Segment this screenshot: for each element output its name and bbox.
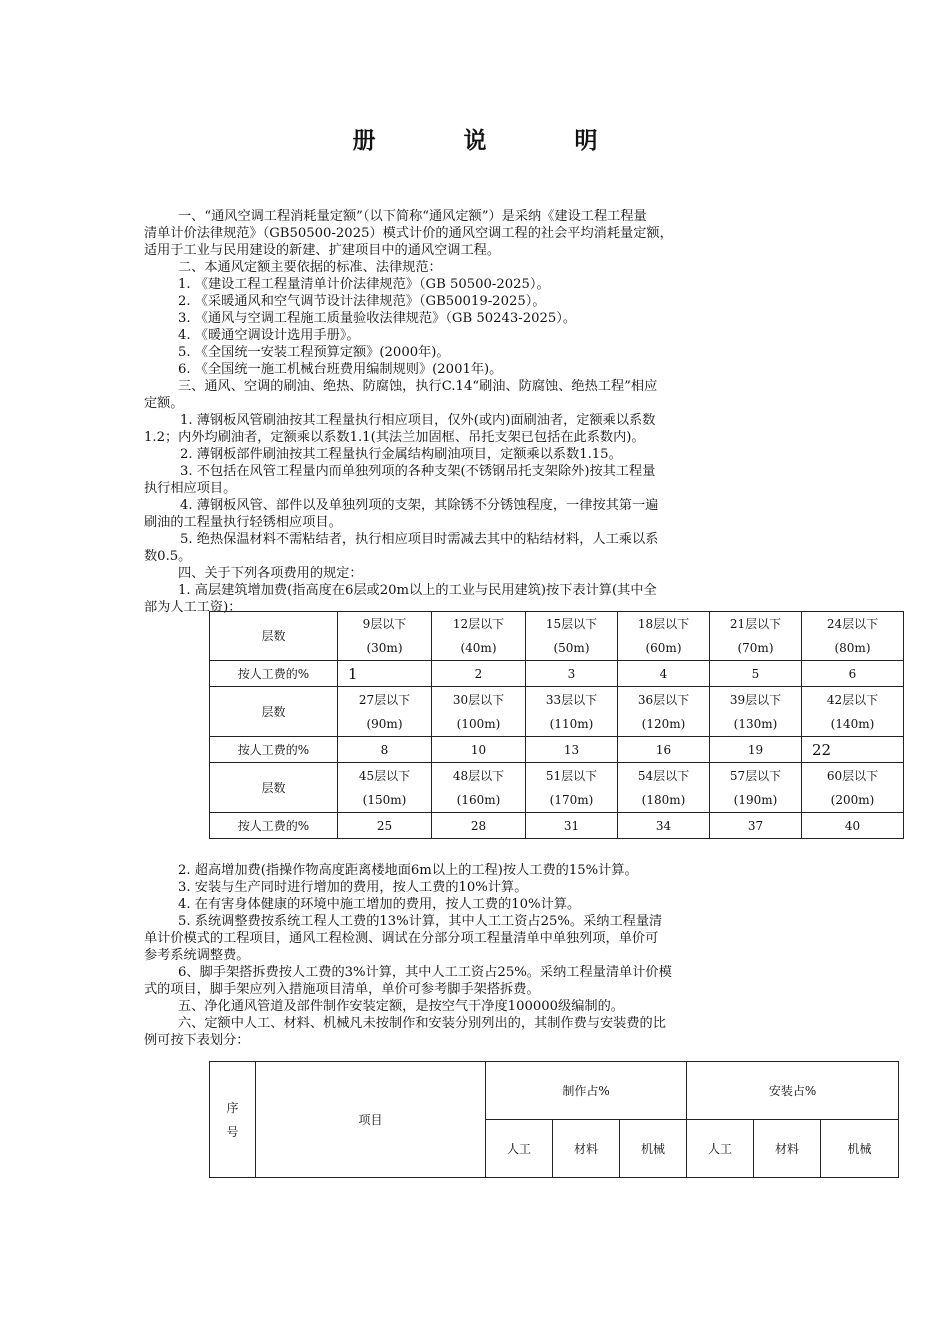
paragraph-line: 定额。 [144,396,184,411]
paragraph-line: 一、“通风空调工程消耗量定额”（以下简称“通风定额”）是采纳《建设工程工程量 [178,209,647,224]
value-cell: 40 [802,813,904,839]
paragraph-line: 适用于工业与民用建设的新建、扩建项目中的通风空调工程。 [144,243,501,258]
seq-header: 序 号 [210,1062,256,1178]
value-cell: 19 [710,737,802,763]
value-cell: 6 [802,661,904,687]
table-row [210,737,904,763]
value-cell: 34 [618,813,710,839]
value-cell: 10 [432,737,526,763]
floor-cell: 15层以下 (50m) [526,612,618,661]
paragraph-line: 六、定额中人工、材料、机械凡未按制作和安装分别列出的，其制作费与安装费的比 [178,1016,666,1031]
paragraph-line: 1.2；内外均刷油者，定额乘以系数1.1(其法兰加固框、吊托支架已包括在此系数内)。 [144,430,645,445]
paragraph-line: 4. 《暖通空调设计选用手册》。 [178,328,360,343]
percent-label: 按人工费的% [210,661,338,687]
floor-cell: 51层以下 (170m) [526,763,618,813]
paragraph-line: 2. 《采暖通风和空气调节设计法律规范》（GB50019-2025）。 [178,294,546,309]
value-cell: 8 [338,737,432,763]
item-header: 项目 [256,1062,486,1178]
paragraph-line: 3. 《通风与空调工程施工质量验收法律规范》（GB 50243-2025）。 [178,311,577,326]
paragraph-line: 5. 系统调整费按系统工程人工费的13%计算，其中人工工资占25%。采纳工程量清 [178,914,663,929]
floor-cell: 48层以下 (160m) [432,763,526,813]
paragraph-line: 2. 薄钢板部件刷油按其工程量执行金属结构刷油项目，定额乘以系数1.15。 [180,447,622,462]
ratio-table [209,1061,899,1178]
paragraph-line: 式的项目，脚手架应列入措施项目清单，单价可参考脚手架搭拆费。 [144,982,540,997]
value-cell: 28 [432,813,526,839]
value-cell: 2 [432,661,526,687]
paragraph-line: 3. 不包括在风管工程量内而单独列项的各种支架(不锈钢吊托支架除外)按其工程量 [180,464,656,479]
floor-cell: 18层以下 (60m) [618,612,710,661]
floor-cell: 36层以下 (120m) [618,687,710,737]
paragraph-line: 1. 薄钢板风管刷油按其工程量执行相应项目，仅外(或内)面刷油者，定额乘以系数 [180,413,656,428]
percent-label: 按人工费的% [210,737,338,763]
paragraph-line: 清单计价法律规范》（GB50500-2025）模式计价的通风空调工程的社会平均消耗量定额， [144,226,673,241]
floor-cell: 54层以下 (180m) [618,763,710,813]
paragraph-line: 数0.5。 [144,549,192,564]
floor-cell: 57层以下 (190m) [710,763,802,813]
paragraph-line: 5. 《全国统一安装工程预算定额》(2000年)。 [178,345,450,360]
floor-cell: 30层以下 (100m) [432,687,526,737]
paragraph-line: 1. 《建设工程工程量清单计价法律规范》（GB 50500-2025）。 [178,277,550,292]
sub-header: 材料 [754,1120,821,1178]
value-cell: 22 [802,737,904,763]
floor-cell: 45层以下 (150m) [338,763,432,813]
table-row [210,687,904,737]
floor-cell: 24层以下 (80m) [802,612,904,661]
value-cell: 5 [710,661,802,687]
value-cell: 13 [526,737,618,763]
paragraph-line: 5. 绝热保温材料不需粘结者，执行相应项目时需减去其中的粘结材料，人工乘以系 [180,532,659,547]
floor-cell: 39层以下 (130m) [710,687,802,737]
table-row [210,1062,899,1120]
paragraph-line: 五、净化通风管道及部件制作安装定额，是按空气干净度100000级编制的。 [178,999,624,1014]
value-cell: 1 [338,661,432,687]
paragraph-line: 四、关于下列各项费用的规定： [178,566,363,581]
table-row [210,763,904,813]
value-cell: 31 [526,813,618,839]
fee-table [209,611,904,839]
floors-label: 层数 [210,687,338,737]
paragraph-line: 6. 《全国统一施工机械台班费用编制规则》(2001年)。 [178,362,503,377]
value-cell: 16 [618,737,710,763]
paragraph-line: 三、通风、空调的刷油、绝热、防腐蚀，执行C.14“刷油、防腐蚀、绝热工程”相应 [178,379,658,394]
sub-header: 机械 [620,1120,687,1178]
percent-label: 按人工费的% [210,813,338,839]
paragraph-line: 单计价模式的工程项目，通风工程检测、调试在分部分项工程量清单中单独列项，单价可 [144,931,659,946]
value-cell: 25 [338,813,432,839]
paragraph-line: 执行相应项目。 [144,481,237,496]
table-row [210,813,904,839]
floors-label: 层数 [210,763,338,813]
sub-header: 材料 [553,1120,620,1178]
value-cell: 37 [710,813,802,839]
floor-cell: 42层以下 (140m) [802,687,904,737]
paragraph-line: 3. 安装与生产同时进行增加的费用，按人工费的10%计算。 [178,880,528,895]
page-title: 册 说 明 [352,127,638,154]
value-cell: 3 [526,661,618,687]
table-row [210,612,904,661]
floor-cell: 60层以下 (200m) [802,763,904,813]
floor-cell: 33层以下 (110m) [526,687,618,737]
paragraph-line: 1. 高层建筑增加费(指高度在6层或20m以上的工业与民用建筑)按下表计算(其中全 [178,583,657,598]
sub-header: 人工 [687,1120,754,1178]
paragraph-line: 2. 超高增加费(指操作物高度距离楼地面6m以上的工程)按人工费的15%计算。 [178,863,638,878]
make-header: 制作占% [486,1062,687,1120]
floors-label: 层数 [210,612,338,661]
sub-header: 人工 [486,1120,553,1178]
value-cell: 4 [618,661,710,687]
paragraph-line: 4. 薄钢板风管、部件以及单独列项的支架，其除锈不分锈蚀程度，一律按其第一遍 [180,498,659,513]
table-row [210,661,904,687]
paragraph-line: 4. 在有害身体健康的环境中施工增加的费用，按人工费的10%计算。 [178,897,581,912]
floor-cell: 9层以下 (30m) [338,612,432,661]
paragraph-line: 部为人工工资)： [144,600,242,615]
install-header: 安装占% [687,1062,899,1120]
paragraph-line: 例可按下表划分： [144,1033,250,1048]
floor-cell: 21层以下 (70m) [710,612,802,661]
floor-cell: 27层以下 (90m) [338,687,432,737]
sub-header: 机械 [821,1120,899,1178]
paragraph-line: 刷油的工程量执行轻锈相应项目。 [144,515,342,530]
paragraph-line: 参考系统调整费。 [144,948,250,963]
floor-cell: 12层以下 (40m) [432,612,526,661]
paragraph-line: 二、本通风定额主要依据的标准、法律规范： [178,260,442,275]
paragraph-line: 6、脚手架搭拆费按人工费的3%计算，其中人工工资占25%。采纳工程量清单计价模 [178,965,672,980]
